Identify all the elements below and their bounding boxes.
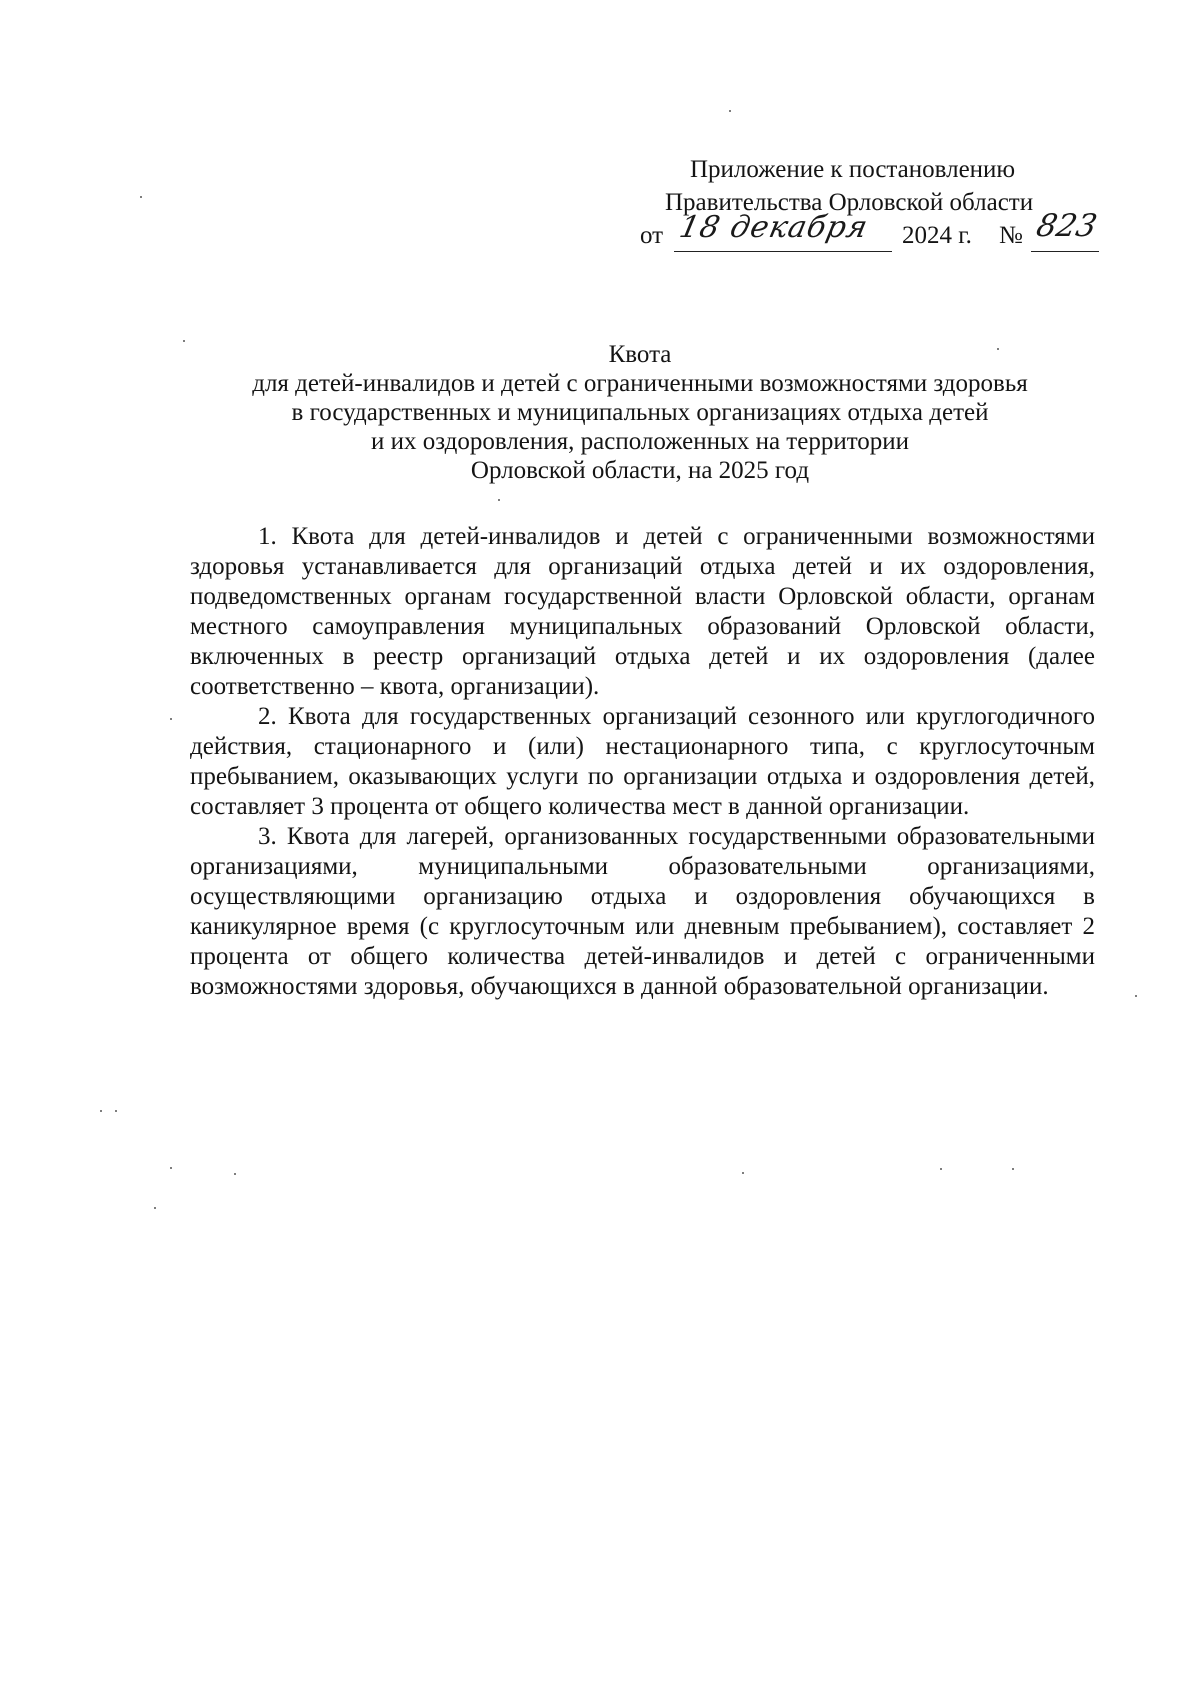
scan-speck <box>170 1167 172 1169</box>
appendix-line-2: Правительства Орловской области <box>665 189 1034 216</box>
paragraph-1: 1. Квота для детей-инвалидов и детей с ограниченными возможностями здоровья устанавливается для организаций отдыха детей и их оздоровления, подведомственных органам государственной власти Орловской области, органам местного самоуправления муниципальных образований Орловской области, включенных в реестр организаций отдыха детей и их оздоровления (далее соответственно – квота, организации). <box>190 523 1095 700</box>
title-line-4: Орловской области, на 2025 год <box>470 457 810 484</box>
scan-speck <box>1012 1168 1014 1170</box>
scan-speck <box>997 348 999 350</box>
appendix-line-1: Приложение к постановлению <box>690 156 1016 183</box>
scan-speck <box>729 110 731 112</box>
scan-speck <box>1135 995 1137 997</box>
title-line-2: в государственных и муниципальных организациях отдыха детей <box>291 399 989 426</box>
scan-speck <box>100 1110 102 1112</box>
title-line-3: и их оздоровления, расположенных на территории <box>370 428 910 455</box>
paragraph-2: 2. Квота для государственных организаций сезонного или круглогодичного действия, стационарного и (или) нестационарного типа, с круглосуточным пребыванием, оказывающих услуги по организации отдыха и оздоровления детей, составляет 3 процента от общего количества мест в данной организации. <box>190 703 1095 820</box>
title-line-1: для детей-инвалидов и детей с ограниченными возможностями здоровья <box>252 370 1028 397</box>
scan-speck <box>234 1173 236 1175</box>
document-title <box>150 340 1130 485</box>
scan-speck <box>154 1207 156 1209</box>
paragraph-3: 3. Квота для лагерей, организованных государственными образовательными организациями, муниципальными образовательными организациями, осуществляющими организацию отдыха и оздоровления обучающихся в каникулярное время (с круглосуточным или дневным пребыванием), составляет 2 процента от общего количества детей-инвалидов и детей с ограниченными возможностями здоровья, обучающихся в данной образовательной организации. <box>190 823 1095 1000</box>
handwritten-number: 823 <box>1033 208 1101 244</box>
scan-speck <box>183 340 185 342</box>
document-body <box>190 522 1095 1002</box>
appendix-header <box>640 153 1101 255</box>
title-heading: Квота <box>608 341 672 368</box>
scan-speck <box>170 718 172 720</box>
scan-speck <box>940 1168 942 1170</box>
scan-speck <box>140 196 142 198</box>
scan-speck <box>498 499 500 501</box>
handwritten-date: 18 декабря <box>676 210 872 245</box>
appendix-date-line <box>640 208 1101 255</box>
scan-speck <box>115 1110 117 1112</box>
year-label: 2024 г. <box>902 222 972 249</box>
scan-speck <box>742 1172 744 1174</box>
from-label: от <box>640 222 664 249</box>
number-sign: № <box>999 222 1023 249</box>
